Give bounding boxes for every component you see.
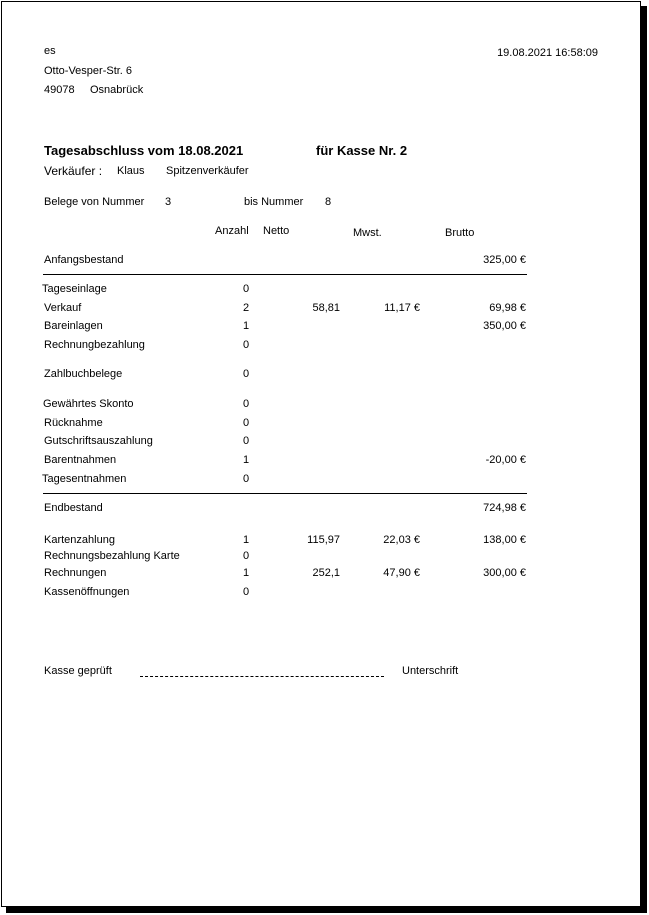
receipts-to-value: 8: [325, 196, 332, 208]
company-name: es: [44, 45, 56, 57]
seller-last-name: Spitzenverkäufer: [166, 165, 249, 177]
divider-bottom: [43, 493, 527, 494]
row-net: 115,97: [307, 534, 340, 546]
row-label: Bareinlagen: [44, 320, 103, 332]
row-count: 0: [243, 473, 250, 485]
street: Otto-Vesper-Str. 6: [44, 65, 133, 77]
receipts-from-label: Belege von Nummer: [44, 196, 145, 208]
header-vat: Mwst.: [353, 227, 382, 239]
row-label: Rechnungen: [44, 567, 107, 579]
row-count: 0: [243, 283, 250, 295]
row-count: 0: [243, 398, 250, 410]
row-gross: 300,00 €: [483, 567, 526, 579]
row-count: 1: [243, 320, 250, 332]
row-net: 252,1: [312, 567, 340, 579]
row-label: Rücknahme: [44, 417, 103, 429]
row-label: Tagesentnahmen: [42, 473, 127, 485]
row-label: Rechnungsbezahlung Karte: [44, 550, 180, 562]
row-label: Zahlbuchbelege: [44, 368, 123, 380]
signature-line: [140, 676, 384, 677]
row-label: Rechnungbezahlung: [44, 339, 145, 351]
row-vat: 47,90 €: [383, 567, 420, 579]
receipts-to-label: bis Nummer: [244, 196, 304, 208]
divider-top: [43, 274, 527, 275]
header-net: Netto: [263, 225, 290, 237]
row-gross: 69,98 €: [489, 302, 526, 314]
row-vat: 11,17 €: [384, 302, 420, 314]
receipts-from-value: 3: [165, 196, 172, 208]
row-label: Kassenöffnungen: [44, 586, 130, 598]
city: Osnabrück: [90, 84, 144, 96]
closing-gross: 724,98 €: [483, 502, 526, 514]
header-count: Anzahl: [215, 225, 249, 237]
zip-code: 49078: [44, 84, 75, 96]
row-count: 0: [243, 586, 250, 598]
row-count: 0: [243, 550, 250, 562]
seller-label: Verkäufer :: [44, 164, 103, 178]
closing-label: Endbestand: [44, 502, 103, 514]
report-title: Tagesabschluss vom 18.08.2021: [44, 143, 244, 158]
signature-label: Unterschrift: [402, 665, 459, 677]
row-count: 1: [243, 454, 250, 466]
opening-gross: 325,00 €: [483, 254, 526, 266]
opening-label: Anfangsbestand: [44, 254, 124, 266]
row-gross: -20,00 €: [485, 454, 526, 466]
row-count: 2: [243, 302, 250, 314]
row-count: 0: [243, 417, 250, 429]
seller-first-name: Klaus: [117, 165, 145, 177]
row-vat: 22,03 €: [383, 534, 420, 546]
row-count: 1: [243, 567, 250, 579]
header-gross: Brutto: [445, 227, 475, 239]
row-count: 1: [243, 534, 250, 546]
row-gross: 350,00 €: [483, 320, 526, 332]
row-label: Barentnahmen: [44, 454, 117, 466]
row-count: 0: [243, 368, 250, 380]
checked-label: Kasse geprüft: [44, 665, 112, 677]
row-count: 0: [243, 339, 250, 351]
register-label: für Kasse Nr. 2: [316, 143, 408, 158]
page-shadow-bottom: [6, 907, 647, 913]
row-net: 58,81: [312, 302, 340, 314]
row-count: 0: [243, 435, 250, 447]
row-gross: 138,00 €: [483, 534, 526, 546]
row-label: Gutschriftsauszahlung: [44, 435, 153, 447]
row-label: Verkauf: [44, 302, 82, 314]
page-shadow-right: [641, 6, 647, 913]
row-label: Kartenzahlung: [44, 534, 115, 546]
row-label: Gewährtes Skonto: [43, 398, 134, 410]
row-label: Tageseinlage: [42, 283, 107, 295]
print-timestamp: 19.08.2021 16:58:09: [497, 47, 598, 59]
